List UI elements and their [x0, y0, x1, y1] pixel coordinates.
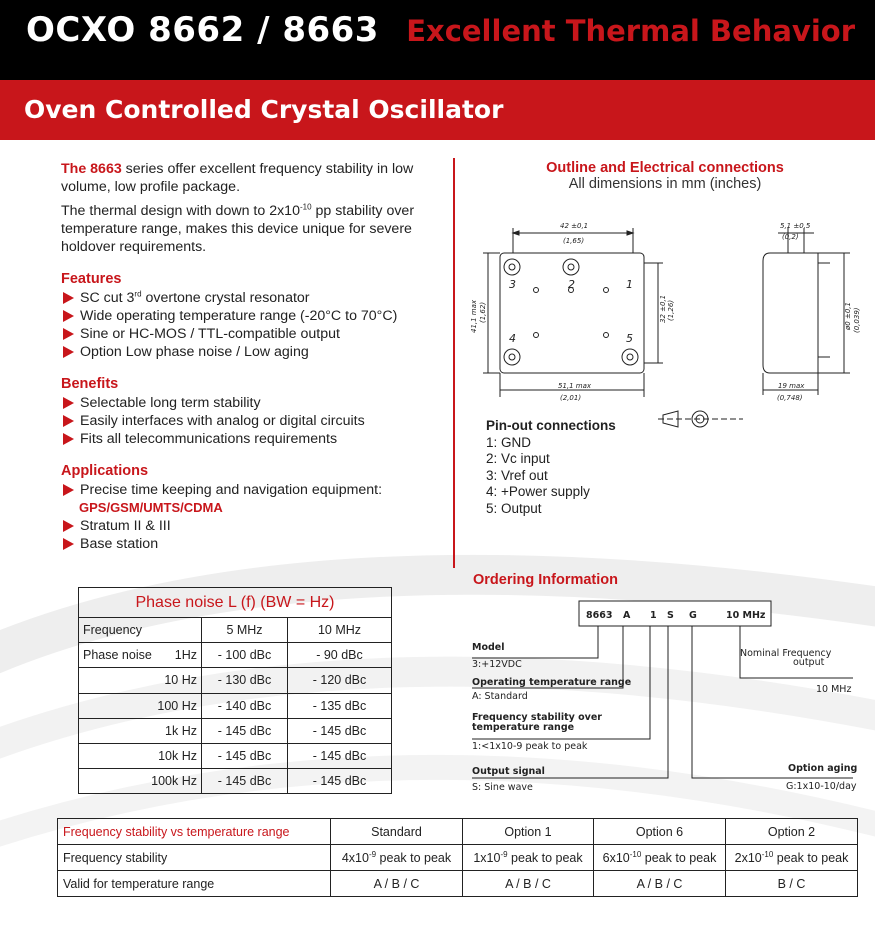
bullet-arrow-icon	[63, 397, 74, 409]
pin-label: 3	[509, 278, 516, 291]
phase-col-header: Frequency	[79, 618, 202, 643]
bullet-arrow-icon	[63, 310, 74, 322]
table-row: Phase noise 1Hz - 100 dBc - 90 dBc	[79, 643, 392, 668]
dim-top-width: 42 ±0,1	[560, 222, 589, 230]
pinout-title: Pin-out connections	[486, 418, 616, 433]
phase-row-label: Phase noise 1Hz	[79, 643, 202, 668]
order-temp-label: Operating temperature range	[472, 677, 632, 688]
subtitle-bar	[0, 80, 875, 140]
order-nominal-label: Nominal Frequency	[740, 648, 832, 659]
order-stab-label: Frequency stability over	[472, 712, 602, 723]
table-row: 100k Hz - 145 dBc - 145 dBc	[79, 769, 392, 794]
table-row: 100 Hz - 140 dBc - 135 dBc	[79, 693, 392, 718]
dim-side-right: ø0 ±0,1	[844, 302, 852, 330]
dim-side-top: 5,1 ±0,5	[780, 222, 811, 230]
order-code-part: 10 MHz	[726, 610, 766, 621]
order-code-part: 1	[650, 610, 657, 621]
bullet-arrow-icon	[63, 346, 74, 358]
order-nominal-label-2: output	[793, 657, 825, 668]
phase-noise-table	[78, 587, 392, 794]
pin-label: 2	[568, 278, 575, 291]
thermal-paragraph: The thermal design with down to $2x10^{-10}$ pp stability over temperature range, makes this device unique for severe holdover requirements.	[61, 202, 415, 255]
outline-subtitle: All dimensions in mm (inches)	[568, 176, 762, 192]
order-code-part: G	[689, 610, 697, 621]
dim-left-height-in: (1,62)	[479, 301, 487, 323]
dim-top-width-in: (1,65)	[563, 237, 585, 245]
outline-drawing	[468, 215, 868, 440]
description-column	[61, 160, 441, 553]
bullet-arrow-icon	[63, 520, 74, 532]
bullet-arrow-icon	[63, 538, 74, 550]
benefit-item: Easily interfaces with analog or digital circuits	[61, 412, 441, 430]
header-bar	[0, 0, 875, 80]
dim-bottom-width: 51,1 max	[558, 382, 592, 390]
benefits-heading: Benefits	[61, 376, 119, 392]
dim-bottom-width-in: (2,01)	[560, 394, 582, 402]
order-model-value: 3:+12VDC	[472, 659, 522, 670]
order-stab-value: 1:<1x10-9 peak to peak	[472, 741, 588, 752]
bullet-arrow-icon	[63, 415, 74, 427]
outline-heading	[500, 160, 830, 192]
column-divider	[453, 158, 455, 568]
dim-side-height: 19 max	[778, 382, 805, 390]
outline-title: Outline and Electrical connections	[546, 160, 784, 176]
order-output-value: S: Sine wave	[472, 782, 533, 793]
table-row: 1k Hz - 145 dBc - 145 dBc	[79, 718, 392, 743]
dim-side-right-in: (0,039)	[853, 307, 861, 333]
benefit-item: Fits all telecommunications requirements	[61, 430, 441, 448]
order-aging-label: Option aging	[788, 763, 858, 774]
order-aging-value: G:1x10-10/day	[786, 781, 857, 792]
phase-col-header: 10 MHz	[288, 618, 392, 643]
table-row: 10k Hz - 145 dBc - 145 dBc	[79, 743, 392, 768]
pin-label: 4	[509, 332, 516, 345]
pinout-item: 5: Output	[486, 500, 542, 516]
order-code-part: 8663	[586, 610, 613, 621]
phase-col-header: 5 MHz	[202, 618, 288, 643]
application-item: Precise time keeping and navigation equipment:	[61, 481, 441, 499]
dim-side-top-in: (0,2)	[782, 233, 799, 241]
stability-table	[57, 818, 858, 897]
order-output-label: Output signal	[472, 766, 545, 777]
feature-item: Option Low phase noise / Low aging	[61, 343, 441, 361]
table-row: 10 Hz - 130 dBc - 120 dBc	[79, 668, 392, 693]
table-row: Valid for temperature range A / B / C A / B / C A / B / C B / C	[58, 871, 858, 897]
order-code-part: S	[667, 610, 674, 621]
pinout-list	[486, 418, 616, 517]
application-item: Base station	[61, 535, 441, 553]
table-row: Frequency stability $4x10^{-9}$ peak to peak $1x10^{-9}$ peak to peak $6x10^{-10}$ peak to peak $2x10^{-10}$ peak to peak	[58, 845, 858, 871]
model-title: OCXO 8662 / 8663	[26, 10, 379, 50]
phase-noise-caption: Phase noise L (f) (BW = Hz)	[79, 588, 392, 618]
features-heading: Features	[61, 271, 122, 287]
feature-item: SC cut 3rd overtone crystal resonator	[61, 289, 441, 307]
tagline: Excellent Thermal Behavior	[406, 14, 855, 48]
order-stab-label-2: temperature range	[472, 722, 575, 733]
pin-label: 5	[626, 332, 633, 345]
intro-paragraph: The 8663 series offer excellent frequency stability in low volume, low profile package.	[61, 161, 414, 195]
dim-left-height: 41,1 max	[470, 299, 478, 333]
benefit-item: Selectable long term stability	[61, 394, 441, 412]
pinout-item: 2: Vc input	[486, 451, 550, 466]
page-subtitle: Oven Controlled Crystal Oscillator	[24, 95, 504, 124]
pinout-item: 4: +Power supply	[486, 484, 590, 499]
table-row: Frequency stability vs temperature range Standard Option 1 Option 6 Option 2	[58, 819, 858, 845]
bullet-arrow-icon	[63, 484, 74, 496]
order-nominal-value: 10 MHz	[816, 684, 852, 695]
application-subitem: GPS/GSM/UMTS/CDMA	[79, 500, 223, 515]
dim-inner-height-in: (1,26)	[667, 299, 675, 321]
order-code-part: A	[623, 610, 631, 621]
pinout-item: 3: Vref out	[486, 467, 548, 483]
order-model-label: Model	[472, 642, 505, 653]
applications-heading: Applications	[61, 463, 149, 479]
application-item: Stratum II & III	[61, 517, 441, 535]
bullet-arrow-icon	[63, 433, 74, 445]
feature-item: Wide operating temperature range (-20°C to 70°C)	[61, 307, 441, 325]
feature-item: Sine or HC-MOS / TTL-compatible output	[61, 325, 441, 343]
pin-label: 1	[626, 278, 633, 291]
pinout-item: 1: GND	[486, 434, 532, 450]
dim-side-height-in: (0,748)	[777, 394, 803, 402]
ordering-heading: Ordering Information	[473, 572, 618, 588]
dim-inner-height: 32 ±0,1	[659, 294, 667, 323]
ordering-diagram	[468, 598, 873, 803]
bullet-arrow-icon	[63, 328, 74, 340]
order-temp-value: A: Standard	[472, 691, 528, 702]
bullet-arrow-icon	[63, 292, 74, 304]
